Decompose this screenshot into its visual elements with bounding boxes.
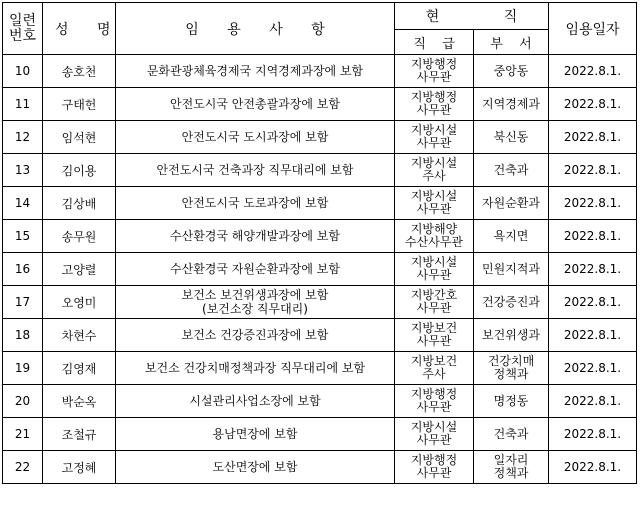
cell-no: 20 (3, 385, 43, 418)
table-row (3, 286, 637, 319)
cell-appointment: 보건소 보건위생과장에 보함 (보건소장 직무대리) (116, 286, 395, 319)
table-row (3, 385, 637, 418)
cell-appointment: 안전도시국 안전총괄과장에 보함 (116, 88, 395, 121)
cell-date: 2022.8.1. (549, 385, 637, 418)
cell-appointment: 안전도시국 건축과장 직무대리에 보함 (116, 154, 395, 187)
cell-dept: 명정동 (474, 385, 549, 418)
cell-name: 송호천 (43, 55, 116, 88)
cell-no: 17 (3, 286, 43, 319)
cell-date: 2022.8.1. (549, 55, 637, 88)
cell-rank: 지방행정 사무관 (395, 451, 474, 484)
cell-dept: 건축과 (474, 154, 549, 187)
cell-no: 13 (3, 154, 43, 187)
cell-rank: 지방보건 주사 (395, 352, 474, 385)
cell-no: 18 (3, 319, 43, 352)
cell-date: 2022.8.1. (549, 220, 637, 253)
cell-date: 2022.8.1. (549, 187, 637, 220)
cell-dept: 보건위생과 (474, 319, 549, 352)
cell-no: 10 (3, 55, 43, 88)
cell-dept: 민원지적과 (474, 253, 549, 286)
table-row (3, 418, 637, 451)
table-row (3, 154, 637, 187)
cell-dept: 지역경제과 (474, 88, 549, 121)
cell-rank: 지방행정 사무관 (395, 88, 474, 121)
cell-no: 21 (3, 418, 43, 451)
cell-appointment: 보건소 건강증진과장에 보함 (116, 319, 395, 352)
cell-dept: 일자리 정책과 (474, 451, 549, 484)
cell-name: 김상배 (43, 187, 116, 220)
cell-rank: 지방시설 주사 (395, 154, 474, 187)
header-date: 임용일자 (549, 3, 637, 55)
cell-name: 박순옥 (43, 385, 116, 418)
cell-name: 임석현 (43, 121, 116, 154)
cell-dept: 중앙동 (474, 55, 549, 88)
cell-no: 12 (3, 121, 43, 154)
table-row (3, 253, 637, 286)
cell-rank: 지방시설 사무관 (395, 253, 474, 286)
table-row (3, 88, 637, 121)
table-row (3, 121, 637, 154)
cell-rank: 지방간호 사무관 (395, 286, 474, 319)
table-row (3, 451, 637, 484)
cell-name: 오영미 (43, 286, 116, 319)
cell-appointment: 보건소 건강치매정책과장 직무대리에 보함 (116, 352, 395, 385)
cell-name: 김영재 (43, 352, 116, 385)
cell-no: 19 (3, 352, 43, 385)
header-no: 일련 번호 (3, 3, 43, 55)
cell-name: 송무원 (43, 220, 116, 253)
cell-date: 2022.8.1. (549, 154, 637, 187)
cell-rank: 지방행정 사무관 (395, 385, 474, 418)
table-row (3, 319, 637, 352)
cell-appointment: 안전도시국 도시과장에 보함 (116, 121, 395, 154)
cell-appointment: 용남면장에 보함 (116, 418, 395, 451)
table-row (3, 220, 637, 253)
cell-dept: 자원순환과 (474, 187, 549, 220)
appointment-table (2, 2, 637, 484)
cell-appointment: 수산환경국 자원순환과장에 보함 (116, 253, 395, 286)
cell-no: 14 (3, 187, 43, 220)
cell-name: 차현수 (43, 319, 116, 352)
cell-date: 2022.8.1. (549, 319, 637, 352)
header-rank: 직 급 (395, 30, 474, 55)
cell-no: 22 (3, 451, 43, 484)
cell-rank: 지방시설 사무관 (395, 121, 474, 154)
cell-appointment: 시설관리사업소장에 보함 (116, 385, 395, 418)
cell-dept: 건강증진과 (474, 286, 549, 319)
table-row (3, 187, 637, 220)
cell-name: 고양렬 (43, 253, 116, 286)
cell-appointment: 도산면장에 보함 (116, 451, 395, 484)
header-appointment: 임 용 사 항 (116, 3, 395, 55)
cell-dept: 북신동 (474, 121, 549, 154)
cell-date: 2022.8.1. (549, 253, 637, 286)
cell-no: 15 (3, 220, 43, 253)
cell-rank: 지방행정 사무관 (395, 55, 474, 88)
cell-no: 11 (3, 88, 43, 121)
cell-dept: 욕지면 (474, 220, 549, 253)
table-row (3, 352, 637, 385)
cell-date: 2022.8.1. (549, 451, 637, 484)
header-name: 성 명 (43, 3, 116, 55)
cell-name: 고정혜 (43, 451, 116, 484)
cell-dept: 건강치매 정책과 (474, 352, 549, 385)
cell-name: 조철규 (43, 418, 116, 451)
cell-date: 2022.8.1. (549, 286, 637, 319)
cell-appointment: 수산환경국 해양개발과장에 보함 (116, 220, 395, 253)
cell-date: 2022.8.1. (549, 418, 637, 451)
table-body (3, 55, 637, 484)
table-row (3, 55, 637, 88)
header-dept: 부 서 (474, 30, 549, 55)
cell-appointment: 문화관광체육경제국 지역경제과장에 보함 (116, 55, 395, 88)
cell-dept: 건축과 (474, 418, 549, 451)
cell-name: 김이용 (43, 154, 116, 187)
cell-appointment: 안전도시국 도로과장에 보함 (116, 187, 395, 220)
cell-no: 16 (3, 253, 43, 286)
header-current-position: 현 직 (395, 3, 549, 30)
cell-date: 2022.8.1. (549, 88, 637, 121)
cell-rank: 지방시설 사무관 (395, 418, 474, 451)
cell-rank: 지방시설 사무관 (395, 187, 474, 220)
cell-name: 구태헌 (43, 88, 116, 121)
cell-rank: 지방해양 수산사무관 (395, 220, 474, 253)
cell-date: 2022.8.1. (549, 352, 637, 385)
table-header (3, 3, 637, 55)
cell-rank: 지방보건 사무관 (395, 319, 474, 352)
cell-date: 2022.8.1. (549, 121, 637, 154)
